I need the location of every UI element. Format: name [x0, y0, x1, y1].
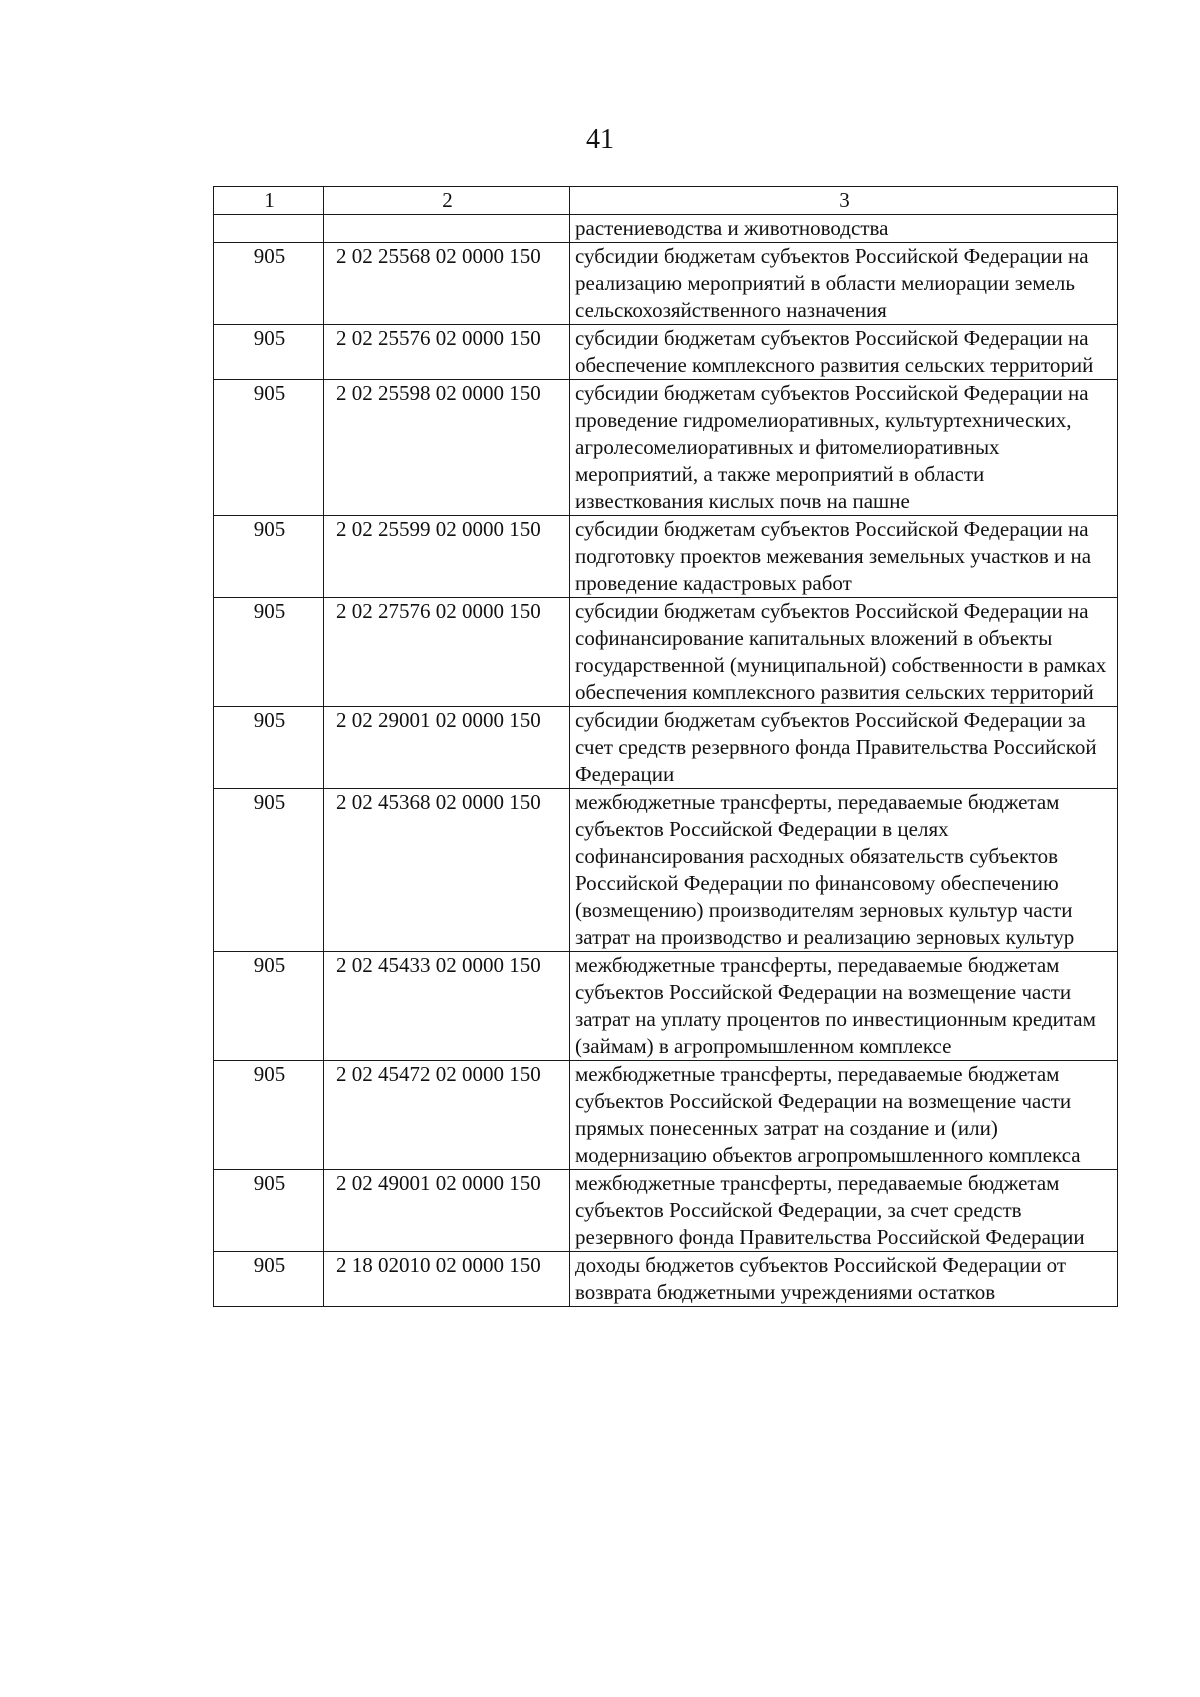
description-cell: межбюджетные трансферты, передаваемые бюджетам субъектов Российской Федерации на возмещение части прямых понесенных затрат на создание и (или) модернизацию объектов агропромышленного комплекса [570, 1061, 1118, 1170]
description-cell: субсидии бюджетам субъектов Российской Федерации на проведение гидромелиоративных, культуртехнических, агролесомелиоративных и фитомелиоративных мероприятий, а также мероприятий в области известкования кислых почв на пашне [570, 380, 1118, 516]
table-row [214, 1061, 1118, 1170]
table-row [214, 325, 1118, 380]
table-header [214, 187, 1118, 215]
admin-code-cell: 905 [214, 380, 324, 516]
revenue-code-cell: 2 02 25568 02 0000 150 [324, 243, 570, 325]
column-header-2: 2 [324, 187, 570, 215]
description-cell: субсидии бюджетам субъектов Российской Федерации на обеспечение комплексного развития сельских территорий [570, 325, 1118, 380]
continuation-code-cell [324, 215, 570, 243]
description-cell: субсидии бюджетам субъектов Российской Федерации на реализацию мероприятий в области мелиорации земель сельскохозяйственного назначения [570, 243, 1118, 325]
description-cell: субсидии бюджетам субъектов Российской Федерации за счет средств резервного фонда Правительства Российской Федерации [570, 707, 1118, 789]
continuation-description-cell: растениеводства и животноводства [570, 215, 1118, 243]
budget-classification-table [213, 186, 1118, 1307]
page-number: 41 [586, 124, 614, 155]
revenue-code-cell: 2 18 02010 02 0000 150 [324, 1252, 570, 1307]
revenue-code-cell: 2 02 45472 02 0000 150 [324, 1061, 570, 1170]
table-body [214, 215, 1118, 1307]
column-header-1: 1 [214, 187, 324, 215]
revenue-code-cell: 2 02 25576 02 0000 150 [324, 325, 570, 380]
revenue-code-cell: 2 02 45368 02 0000 150 [324, 789, 570, 952]
table-row [214, 707, 1118, 789]
revenue-code-cell: 2 02 27576 02 0000 150 [324, 598, 570, 707]
header-row [214, 187, 1118, 215]
table-row [214, 598, 1118, 707]
admin-code-cell: 905 [214, 1061, 324, 1170]
continuation-admin-cell [214, 215, 324, 243]
description-cell: доходы бюджетов субъектов Российской Федерации от возврата бюджетными учреждениями остатков [570, 1252, 1118, 1307]
admin-code-cell: 905 [214, 1170, 324, 1252]
revenue-code-cell: 2 02 49001 02 0000 150 [324, 1170, 570, 1252]
table-row [214, 1170, 1118, 1252]
table-row [214, 516, 1118, 598]
description-cell: субсидии бюджетам субъектов Российской Федерации на подготовку проектов межевания земельных участков и на проведение кадастровых работ [570, 516, 1118, 598]
admin-code-cell: 905 [214, 325, 324, 380]
description-cell: субсидии бюджетам субъектов Российской Федерации на софинансирование капитальных вложений в объекты государственной (муниципальной) собственности в рамках обеспечения комплексного развития сельских территорий [570, 598, 1118, 707]
table-row [214, 243, 1118, 325]
admin-code-cell: 905 [214, 1252, 324, 1307]
description-cell: межбюджетные трансферты, передаваемые бюджетам субъектов Российской Федерации, за счет средств резервного фонда Правительства Российской Федерации [570, 1170, 1118, 1252]
revenue-code-cell: 2 02 45433 02 0000 150 [324, 952, 570, 1061]
admin-code-cell: 905 [214, 707, 324, 789]
description-cell: межбюджетные трансферты, передаваемые бюджетам субъектов Российской Федерации на возмещение части затрат на уплату процентов по инвестиционным кредитам (займам) в агропромышленном комплексе [570, 952, 1118, 1061]
column-header-3: 3 [570, 187, 1118, 215]
table-row [214, 952, 1118, 1061]
revenue-code-cell: 2 02 25599 02 0000 150 [324, 516, 570, 598]
table-row [214, 789, 1118, 952]
revenue-code-cell: 2 02 29001 02 0000 150 [324, 707, 570, 789]
admin-code-cell: 905 [214, 789, 324, 952]
admin-code-cell: 905 [214, 952, 324, 1061]
table-row [214, 380, 1118, 516]
revenue-code-cell: 2 02 25598 02 0000 150 [324, 380, 570, 516]
description-cell: межбюджетные трансферты, передаваемые бюджетам субъектов Российской Федерации в целях софинансирования расходных обязательств субъектов Российской Федерации по финансовому обеспечению (возмещению) производителям зерновых культур части затрат на производство и реализацию зерновых культур [570, 789, 1118, 952]
admin-code-cell: 905 [214, 598, 324, 707]
admin-code-cell: 905 [214, 243, 324, 325]
admin-code-cell: 905 [214, 516, 324, 598]
continuation-row [214, 215, 1118, 243]
table-row [214, 1252, 1118, 1307]
